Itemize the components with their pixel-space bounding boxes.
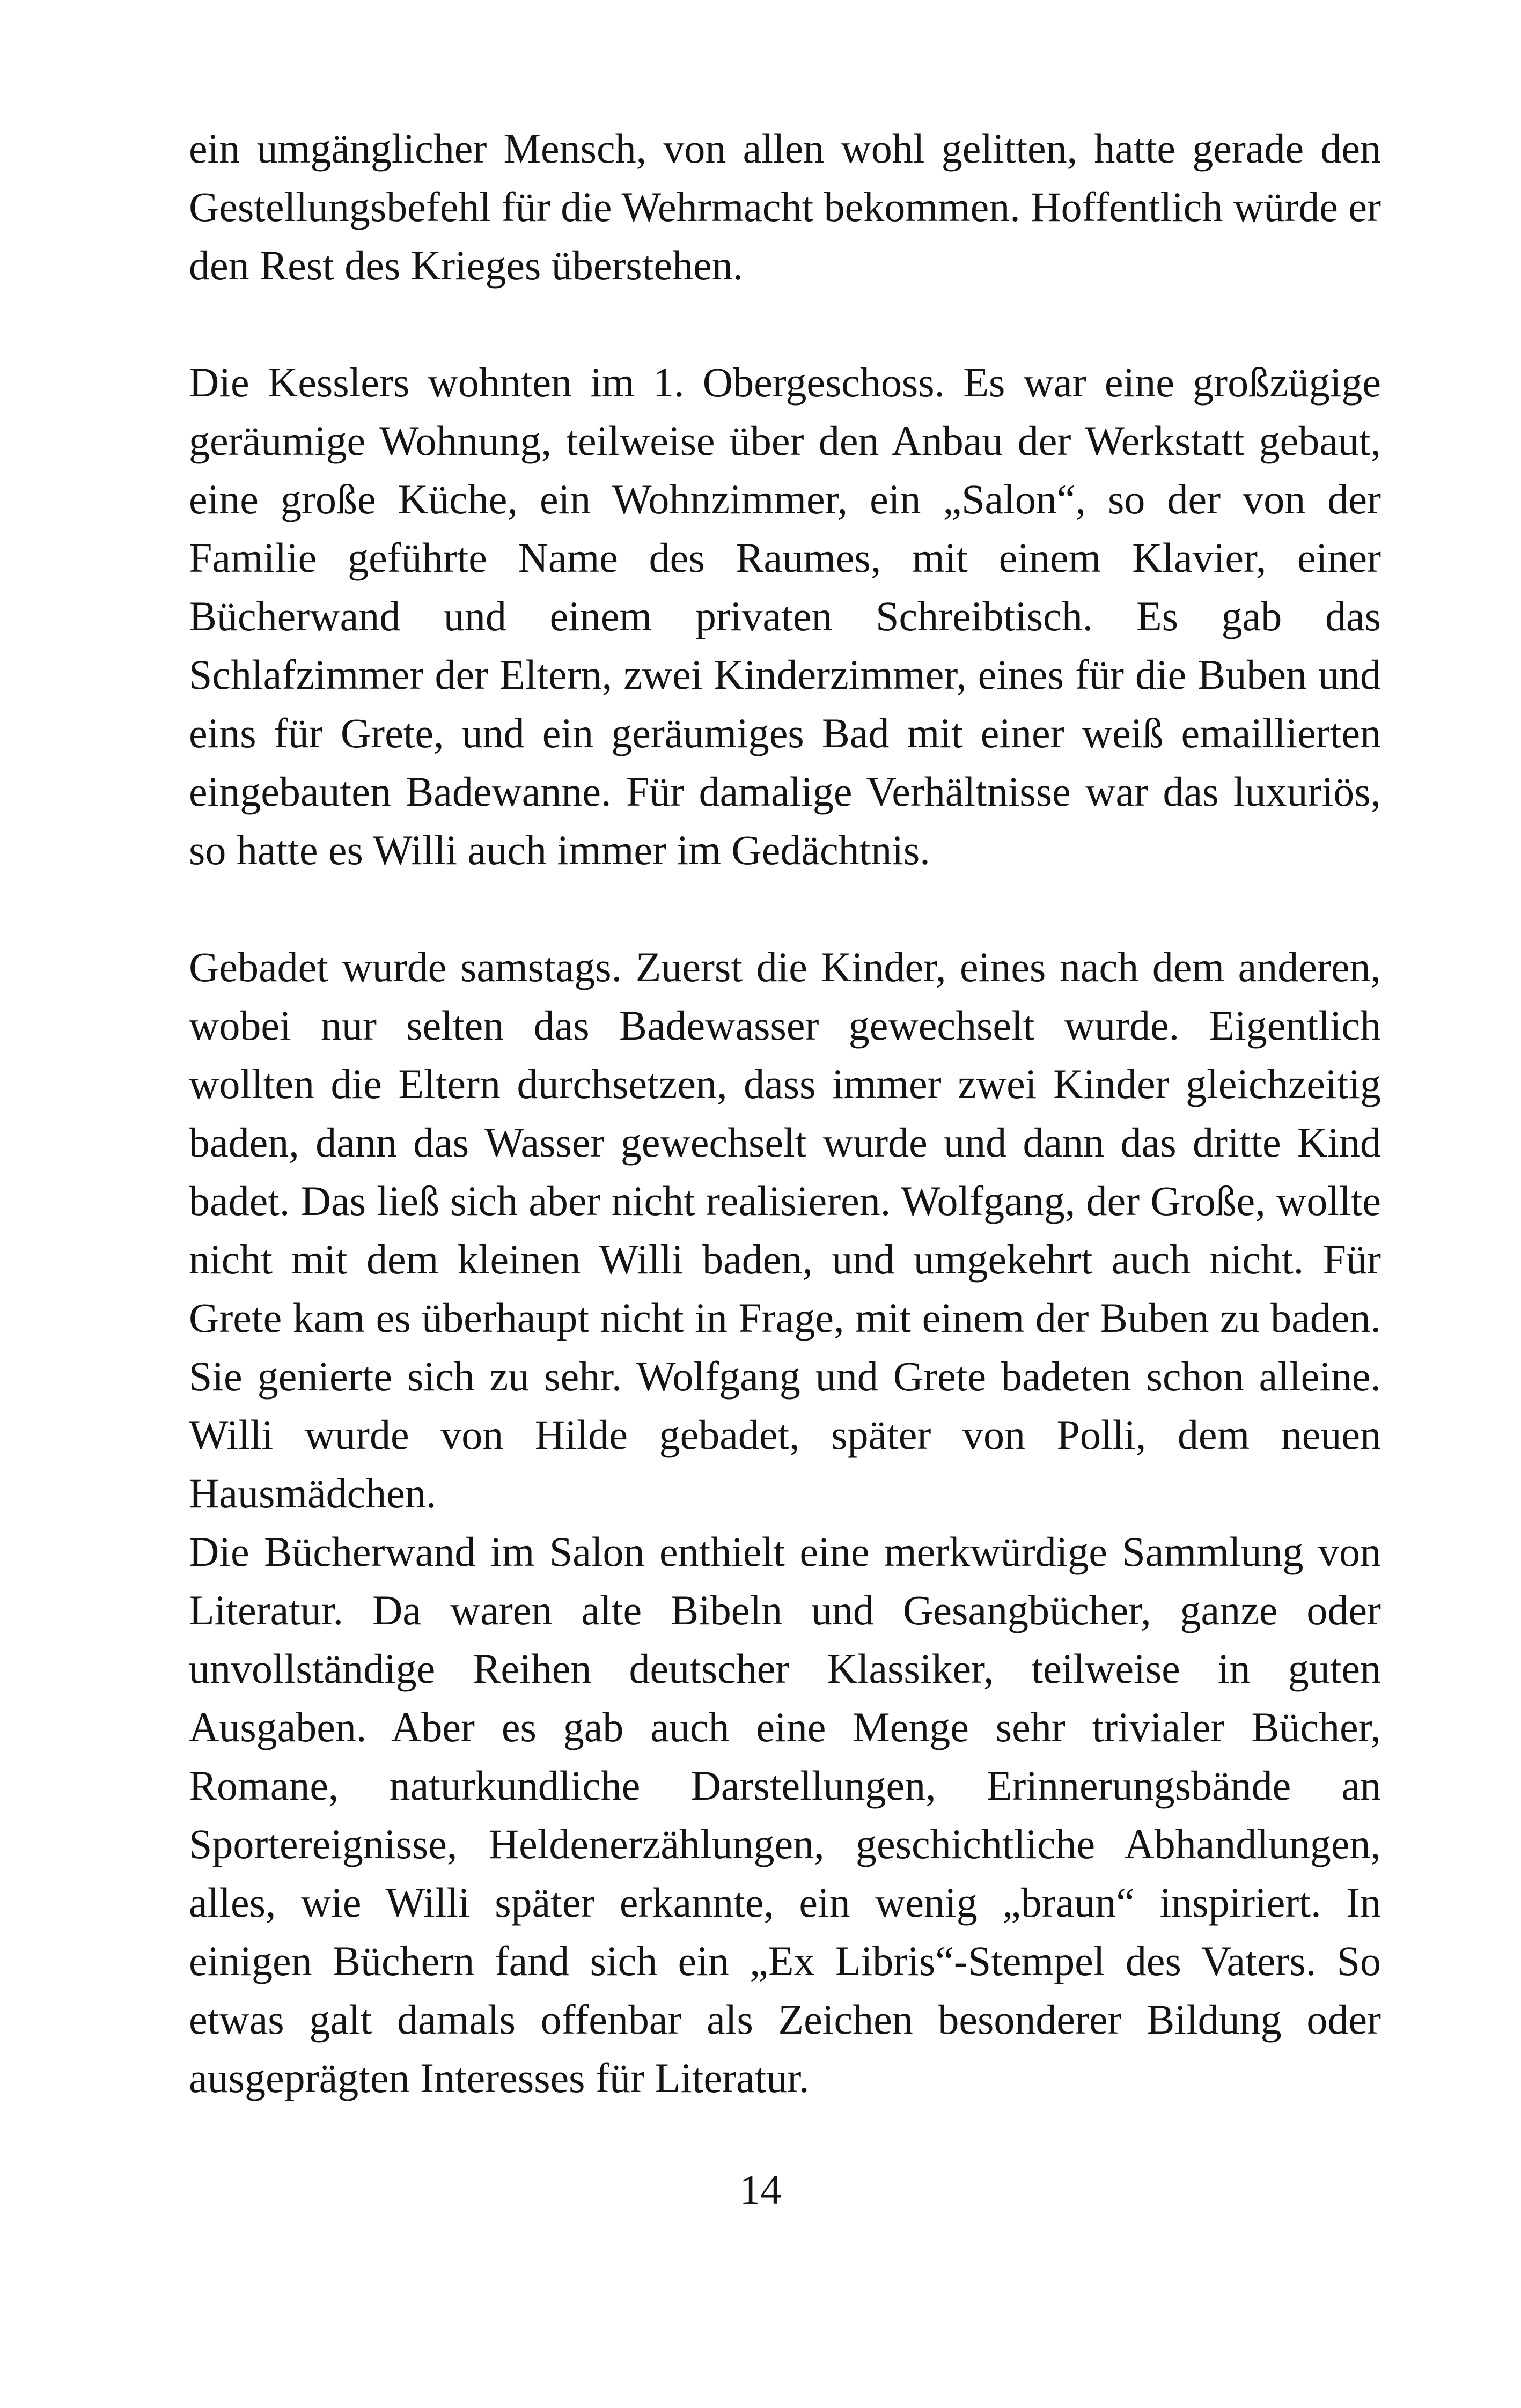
paragraph-4: Die Bücherwand im Salon enthielt eine merkwürdige Sammlung von Literatur. Da waren alte Bibeln und Gesangbücher, ganze oder unvollständige Reihen deutscher Klassiker, teilweise in guten Ausgaben. Aber es gab auch eine Menge sehr trivialer Bücher, Romane, naturkundliche Darstellungen, Erinnerungsbände an Sportereignisse, Heldenerzählungen, geschichtliche Abhandlungen, alles, wie Willi später erkannte, ein wenig „braun“ inspiriert. In einigen Büchern fand sich ein „Ex Libris“-Stempel des Vaters. So etwas galt damals offenbar als Zeichen besonderer Bildung oder ausgeprägten Interesses für Literatur. (189, 1528, 1381, 2101)
paragraph-3: Gebadet wurde samstags. Zuerst die Kinder, eines nach dem anderen, wobei nur selten das Badewasser gewechselt wurde. Eigentlich wollten die Eltern durchsetzen, dass immer zwei Kinder gleichzeitig baden, dann das Wasser gewechselt wurde und dann das dritte Kind badet. Das ließ sich aber nicht realisieren. Wolfgang, der Große, wollte nicht mit dem kleinen Willi baden, und umgekehrt auch nicht. Für Grete kam es überhaupt nicht in Frage, mit einem der Buben zu baden. Sie genierte sich zu sehr. Wolfgang und Grete badeten schon alleine. Willi wurde von Hilde gebadet, später von Polli, dem neuen Hausmädchen. (189, 944, 1381, 1516)
paragraph-1: ein umgänglicher Mensch, von allen wohl gelitten, hatte gerade den Gestellungsbefehl für die Wehrmacht bekommen. Hoffentlich würde er den Rest des Krieges überstehen. (189, 125, 1381, 289)
page-number: 14 (739, 2166, 782, 2213)
body-text (189, 119, 1381, 2107)
paragraph-2: Die Kesslers wohnten im 1. Obergeschoss. Es war eine großzügige geräumige Wohnung, teilweise über den Anbau der Werkstatt gebaut, eine große Küche, ein Wohnzimmer, ein „Salon“, so der von der Familie geführte Name des Raumes, mit einem Klavier, einer Bücherwand und einem privaten Schreibtisch. Es gab das Schlafzimmer der Eltern, zwei Kinderzimmer, eines für die Buben und eins für Grete, und ein geräumiges Bad mit einer weiß emaillierten eingebauten Badewanne. Für damalige Verhältnisse war das luxuriös, so hatte es Willi auch immer im Gedächtnis. (189, 359, 1381, 873)
